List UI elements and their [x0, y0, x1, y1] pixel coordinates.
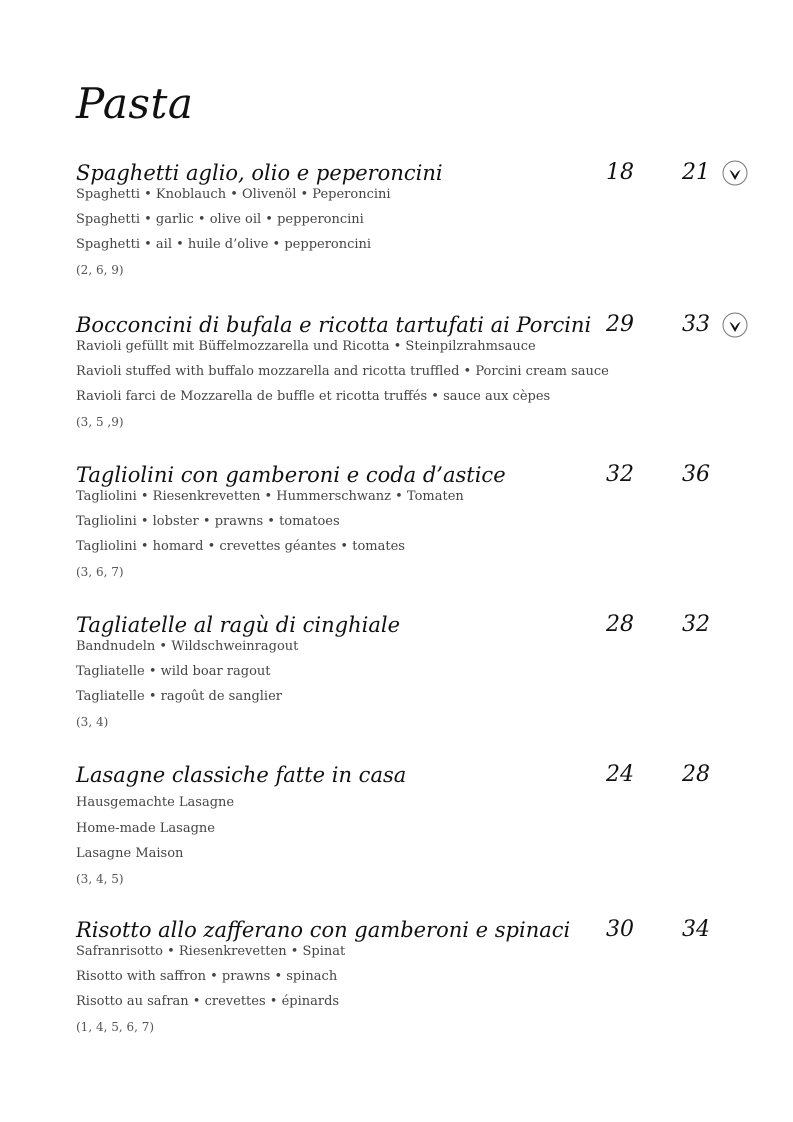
- price-large: 34: [682, 917, 710, 942]
- description-en: Home-made Lasagne: [76, 821, 215, 836]
- description-de: Bandnudeln • Wildschweinragout: [76, 639, 299, 654]
- menu-item: [76, 312, 756, 431]
- price-small: 29: [606, 312, 634, 337]
- description-en: Tagliatelle • wild boar ragout: [76, 664, 271, 679]
- dish-name: Spaghetti aglio, olio e peperoncini: [76, 161, 443, 185]
- description-en: Spaghetti • garlic • olive oil • pepperoncini: [76, 212, 364, 227]
- price-large: 21: [682, 160, 710, 185]
- description-fr: Tagliatelle • ragoût de sanglier: [76, 689, 282, 704]
- dish-name: Lasagne classiche fatte in casa: [76, 763, 407, 787]
- menu-item: [76, 917, 756, 1036]
- allergens: (1, 4, 5, 6, 7): [76, 1020, 155, 1034]
- description-en: Ravioli stuffed with buffalo mozzarella and ricotta truffled • Porcini cream sauce: [76, 364, 609, 379]
- dish-name: Tagliolini con gamberoni e coda d’astice: [76, 463, 506, 487]
- description-de: Spaghetti • Knoblauch • Olivenöl • Peperoncini: [76, 187, 391, 202]
- dish-name: Tagliatelle al ragù di cinghiale: [76, 613, 400, 637]
- allergens: (3, 4): [76, 715, 109, 729]
- dish-name: Bocconcini di bufala e ricotta tartufati ai Porcini: [76, 313, 592, 337]
- menu-item: [76, 612, 756, 731]
- description-de: Safranrisotto • Riesenkrevetten • Spinat: [76, 944, 346, 959]
- leaf-icon: [722, 312, 748, 338]
- price-small: 32: [606, 462, 634, 487]
- menu-item: [76, 762, 756, 888]
- description-en: Tagliolini • lobster • prawns • tomatoes: [76, 514, 340, 529]
- description-fr: Risotto au safran • crevettes • épinards: [76, 994, 340, 1009]
- description-fr: Ravioli farci de Mozzarella de buffle et ricotta truffés • sauce aux cèpes: [76, 389, 551, 404]
- allergens: (3, 6, 7): [76, 565, 124, 579]
- description-fr: Spaghetti • ail • huile d’olive • pepperoncini: [76, 237, 372, 252]
- description-fr: Tagliolini • homard • crevettes géantes • tomates: [76, 539, 405, 554]
- description-en: Risotto with saffron • prawns • spinach: [76, 969, 338, 984]
- section-title: Pasta: [76, 79, 194, 128]
- menu-item: [76, 462, 756, 581]
- allergens: (2, 6, 9): [76, 263, 124, 277]
- price-large: 36: [682, 462, 710, 487]
- price-small: 28: [606, 612, 634, 637]
- allergens: (3, 4, 5): [76, 872, 124, 886]
- price-small: 18: [606, 160, 634, 185]
- menu-item: [76, 160, 756, 279]
- price-small: 24: [606, 762, 634, 787]
- description-de: Tagliolini • Riesenkrevetten • Hummerschwanz • Tomaten: [76, 489, 464, 504]
- leaf-icon: [722, 160, 748, 186]
- description-de: Hausgemachte Lasagne: [76, 795, 235, 810]
- price-small: 30: [606, 917, 634, 942]
- description-fr: Lasagne Maison: [76, 846, 184, 861]
- price-large: 33: [682, 312, 710, 337]
- dish-name: Risotto allo zafferano con gamberoni e spinaci: [76, 918, 571, 942]
- price-large: 32: [682, 612, 710, 637]
- description-de: Ravioli gefüllt mit Büffelmozzarella und Ricotta • Steinpilzrahmsauce: [76, 339, 536, 354]
- price-large: 28: [682, 762, 710, 787]
- allergens: (3, 5 ,9): [76, 415, 124, 429]
